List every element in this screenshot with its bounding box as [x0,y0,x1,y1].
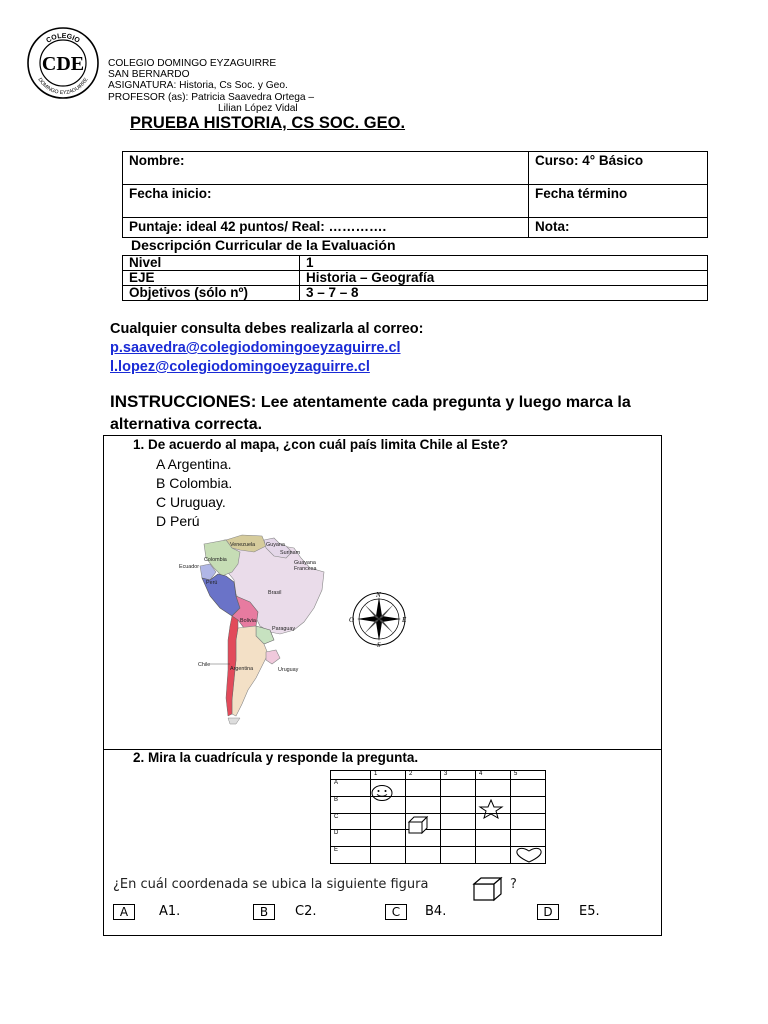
map-label-paraguay: Paraguay [272,626,296,632]
contact-text: Cualquier consulta debes realizarla al correo: [110,321,424,337]
course-field: Curso: 4° Básico [529,152,708,185]
answer-a-box[interactable]: A [113,904,135,920]
subject-line: ASIGNATURA: Historia, Cs Soc. y Geo. [108,80,288,92]
grid-row-header: A [331,780,371,797]
grid-col-header: 3 [441,771,476,780]
grid-col-header: 4 [476,771,511,780]
curriculum-title: Descripción Curricular de la Evaluación [131,237,396,253]
grade-field[interactable]: Nota: [529,218,708,238]
name-field[interactable]: Nombre: [123,152,529,185]
map-label-chile: Chile [198,662,211,668]
answer-b-text: C2. [295,904,317,919]
school-city: SAN BERNARDO [108,69,190,81]
compass-rose-icon [346,589,412,649]
school-info [108,58,314,114]
grid-row-header: D [331,830,371,847]
answer-c-text: B4. [425,904,447,919]
curriculum-key: EJE [123,271,300,286]
curriculum-value: 1 [300,256,708,271]
star-icon [478,799,504,819]
logo-top-text: COLEGIO [45,32,81,45]
page-title: PRUEBA HISTORIA, CS SOC. GEO. [130,114,406,132]
map-label-peru: Perú [206,580,218,586]
score-field[interactable]: Puntaje: ideal 42 puntos/ Real: …………. [123,218,529,238]
question-2-text: 2. Mira la cuadrícula y responde la pregunta. [133,750,419,765]
instructions-label: INSTRUCCIONES: [110,392,257,411]
teacher-line-2: Lilian López Vidal [218,102,298,114]
curriculum-key: Objetivos (sólo nº) [123,286,300,301]
south-america-map [176,530,336,728]
option-c[interactable]: C Uruguay. [156,494,226,510]
map-label-surinam: Surinam [280,550,301,556]
heart-icon [514,846,544,864]
contact-block [110,320,423,377]
answer-d-text: E5. [579,904,600,919]
curriculum-value: 3 – 7 – 8 [300,286,708,301]
student-info-table [122,151,708,238]
map-label-argentina: Argentina [230,666,254,672]
map-label-bolivia: Bolivia [240,618,256,624]
logo-bottom-text: DOMINGO EYZAGUIRRE [36,76,90,97]
answer-a-text: A1. [159,904,181,919]
end-date-field[interactable]: Fecha término [529,185,708,218]
answer-c-box[interactable]: C [385,904,407,920]
school-name: COLEGIO DOMINGO EYZAGUIRRE [108,58,277,69]
compass-n: N [376,591,381,599]
instructions [110,391,650,436]
teacher-line: PROFESOR (as): Patricia Saavedra Ortega – [108,91,315,103]
grid-col-header: 5 [511,771,546,780]
map-label-guyana: Guyana [266,542,285,548]
answer-d-box[interactable]: D [537,904,559,920]
grid-col-header: 1 [371,771,406,780]
option-a[interactable]: A Argentina. [156,456,232,472]
compass-s: S [377,641,381,649]
grid-col-header: 2 [406,771,441,780]
svg-text:COLEGIO [45,33,81,45]
question-1-options [156,455,232,531]
map-label-venezuela: Venezuela [230,542,256,548]
grid-row-header: B [331,796,371,813]
grid-corner [331,771,371,780]
grid-row-header: E [331,847,371,864]
instructions-text: Lee atentamente cada pregunta y luego marca la alternativa correcta. [110,394,631,433]
map-label-uruguay: Uruguay [278,667,299,673]
answer-b-box[interactable]: B [253,904,275,920]
question-2-prompt: ¿En cuál coordenada se ubica la siguiente figura [113,877,429,892]
cube-icon [407,816,429,834]
curriculum-table [122,255,708,301]
smiley-icon [370,784,394,802]
start-date-field[interactable]: Fecha inicio: [123,185,529,218]
map-label-guyana-fr-2: Francesa [294,566,317,572]
option-d[interactable]: D Perú [156,513,200,529]
question-2-prompt-end: ? [510,877,517,892]
email-link-1[interactable]: p.saavedra@colegiodomingoeyzaguirre.cl [110,340,401,356]
option-b[interactable]: B Colombia. [156,475,233,491]
map-label-ecuador: Ecuador [179,564,200,570]
curriculum-key: Nivel [123,256,300,271]
curriculum-value: Historia – Geografía [300,271,708,286]
compass-e: E [402,616,407,624]
email-link-2[interactable]: l.lopez@colegiodomingoeyzaguirre.cl [110,359,370,375]
grid-row-header: C [331,813,371,830]
compass-o: O [349,616,355,624]
map-label-colombia: Colombia [204,557,227,563]
question-1-text: 1. De acuerdo al mapa, ¿con cuál país limita Chile al Este? [133,437,509,452]
cube-figure-icon [472,876,504,902]
map-label-brasil: Brasil [268,590,282,596]
school-logo [26,26,100,100]
map-label-guyana-fr-1: Guayana [294,560,316,566]
logo-letters: CDE [41,53,85,75]
